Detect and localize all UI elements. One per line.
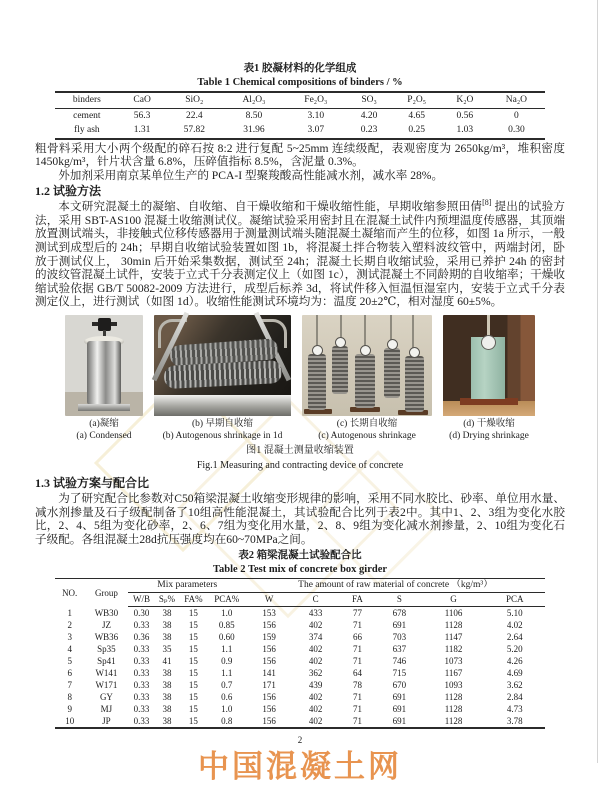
citation-ref-8: [8]: [482, 198, 492, 208]
table2-row-group: W141: [95, 667, 118, 678]
table2-row: [55, 691, 545, 703]
site-watermark-text: 中国混凝土网: [198, 749, 402, 785]
table1-cell: 1.03: [456, 125, 474, 135]
table2-cell: 15: [188, 691, 198, 702]
table2-cell: 71: [352, 643, 362, 654]
table2-cell: 715: [392, 667, 407, 678]
table2-caption-en: Table 2 Test mix of concrete box girder: [212, 563, 388, 575]
paragraph-test-methods: [35, 200, 565, 309]
table2-row-group: JP: [102, 715, 111, 726]
table2-cell: 15: [188, 619, 198, 630]
table2-cell: 156: [262, 655, 276, 666]
scan-edge-line: [597, 0, 598, 763]
table1-cell: 0.23: [360, 125, 378, 135]
table2-cell: 78: [352, 679, 362, 690]
table1-cell: 8.50: [245, 110, 263, 121]
table2-cell: 64: [352, 667, 362, 678]
table1-header-cell: SiO₂: [166, 92, 223, 108]
table2-cell: 1128: [444, 691, 463, 702]
table2-cell: 0.33: [133, 655, 150, 666]
specimen-cylinder-shape: [405, 356, 424, 412]
table2-row-group: Sp35: [97, 643, 116, 654]
table2-cell: 0.33: [133, 619, 150, 630]
table2-cell: 1.0: [221, 607, 233, 618]
table2-row: [55, 679, 545, 691]
table2-cell: 1167: [444, 667, 463, 678]
table1-header-cell: Fe₂O₃: [285, 92, 347, 108]
photo-caption-zh: (b) 早期自收缩: [192, 419, 253, 430]
table1-cell: 31.96: [243, 125, 265, 135]
table2-cell: 153: [262, 607, 276, 618]
table2-row-group: WB30: [94, 607, 119, 618]
table2-row-number: 6: [67, 667, 72, 678]
table2-header-mix-parameters: Mix parameters: [128, 579, 245, 593]
table2-subheader-cell: PCA%: [208, 593, 246, 607]
table1-cell: 56.3: [133, 110, 151, 121]
table2-row: [55, 655, 545, 667]
paragraph-coarse-aggregate: 粗骨料采用大小两个级配的碎石按 8:2 进行复配 5~25mm 连续级配，表观密度为 2650kg/m³，堆积密度 1450kg/m³，针片状含量 6.8%，压碎值指标 8.5%，含泥量 0.3%。: [35, 141, 565, 169]
table2-cell: 5.20: [506, 643, 523, 654]
table2-cell: 1128: [444, 703, 463, 714]
table2-cell: 156: [262, 715, 276, 726]
table2-cell: 439: [308, 679, 323, 690]
table2-cell: 2.64: [506, 631, 523, 642]
table1-header-cell: Al₂O₃: [223, 92, 285, 108]
table2-row: [55, 715, 545, 728]
table2-row-number: 8: [67, 691, 72, 702]
table2-cell: 156: [262, 703, 276, 714]
table1-caption-en: Table 1 Chemical compositions of binders / %: [197, 76, 403, 88]
table2-row-group: JZ: [101, 619, 111, 630]
table2-caption-zh: 表2 箱梁混凝土试验配合比: [238, 550, 362, 562]
table1-header-cell: CaO: [119, 92, 166, 108]
table2-row-group: MJ: [100, 703, 113, 714]
table1-cell: 57.82: [183, 125, 205, 135]
table2-cell: 402: [308, 655, 323, 666]
table1-header-cell: SO₃: [347, 92, 392, 108]
table2-cell: 71: [352, 703, 362, 714]
table2-cell: 15: [188, 715, 198, 726]
table2-cell: 141: [262, 667, 276, 678]
table2-cell: 2.84: [506, 691, 523, 702]
table2-cell: 4.69: [506, 667, 523, 678]
table2-cell: 0.36: [133, 631, 150, 642]
paragraph-mix-design: 为了研究配合比参数对C50箱梁混凝土收缩变形规律的影响，采用不同水胶比、砂率、单位用水量、减水剂掺量及石子级配制备了10组高性能混凝土，其试验配合比列于表2中。其中1、2、3组为变化水胶比，2、4、5组为变化砂率，2、6、7组为变化用水量，2、8、9组为变化减水剂掺量，2、10组为变化石子级配。各组混凝土28d抗压强度均在60~70MPa之间。: [35, 492, 565, 546]
table2-cell: 4.26: [506, 655, 523, 666]
paragraph-text-before-ref: 本文研究混凝土的凝缩、自收缩、自干燥收缩和干燥收缩性能，早期收缩参照田倩: [58, 200, 483, 214]
table1-cell: 4.20: [360, 110, 378, 121]
table2-header-raw-material: The amount of raw material of concrete （kg/m³）: [246, 579, 545, 593]
steel-cylinder-shape: [87, 341, 121, 405]
table2-cell: 0.33: [133, 643, 150, 654]
table2-subheader-cell: W/B: [128, 593, 154, 607]
photo-caption-en: (b) Autogenous shrinkage in 1d: [162, 431, 283, 442]
table2-cell: 15: [188, 631, 198, 642]
specimen-cylinder-shape: [332, 346, 348, 394]
table2-cell: 0.85: [218, 619, 235, 630]
photo-longterm-autogenous-device: [302, 315, 432, 416]
table2-row-number: 9: [67, 703, 72, 714]
table1-header-cell: binders: [55, 92, 119, 108]
table2-row: [55, 667, 545, 679]
figure1-caption-en: Fig.1 Measuring and contracting device of concrete: [196, 460, 404, 472]
table2-cell: 1.1: [221, 667, 233, 678]
table2-cell: 171: [262, 679, 276, 690]
table2-cell: 38: [162, 667, 172, 678]
photo-caption-en: (c) Autogenous shrinkage: [318, 431, 416, 442]
table2-row-number: 4: [67, 643, 72, 654]
table2-cell: 0.7: [221, 679, 233, 690]
table2-cell: 71: [352, 619, 362, 630]
photo-caption-en: (d) Drying shrinkage: [449, 431, 529, 442]
figure1-caption-zh: 图1 混凝土测量收缩装置: [246, 445, 354, 457]
table2-row-number: 7: [67, 679, 72, 690]
table1-header-row: [55, 92, 545, 108]
photo-caption-zh: (c) 长期自收缩: [336, 419, 398, 430]
table2-cell: 3.78: [506, 715, 523, 726]
table2-row-number: 5: [67, 655, 72, 666]
table2-cell: 402: [308, 715, 323, 726]
table2-cell: 1182: [444, 643, 463, 654]
table2-cell: 402: [308, 703, 323, 714]
table2-cell: 71: [352, 691, 362, 702]
dial-gauge-shape: [335, 337, 346, 348]
table2-cell: 703: [392, 631, 407, 642]
table2-subheader-cell: W: [246, 593, 292, 607]
table2-cell: 4.73: [506, 703, 523, 714]
specimen-cylinder-shape: [308, 354, 326, 410]
table2-cell: 0.9: [221, 655, 233, 666]
table2-cell: 691: [392, 703, 407, 714]
table2-cell: 66: [352, 631, 362, 642]
table2-cell: 71: [352, 715, 362, 726]
table2-cell: 38: [162, 715, 172, 726]
table1-cell: 3.10: [307, 110, 325, 121]
table2-subheader-cell: Sₚ%: [155, 593, 180, 607]
table2-cell: 746: [392, 655, 407, 666]
table1-cell: 4.65: [408, 110, 425, 121]
table2: [55, 578, 545, 729]
table2-cell: 77: [352, 607, 362, 618]
table2-cell: 0.33: [133, 679, 150, 690]
table2-row-group: WB36: [94, 631, 119, 642]
table2-cell: 38: [162, 631, 172, 642]
table2-cell: 670: [392, 679, 407, 690]
table2-cell: 35: [162, 643, 172, 654]
photo-caption-en: (a) Condensed: [76, 431, 132, 442]
table2-cell: 1.0: [221, 703, 233, 714]
table2-row-group: W171: [95, 679, 118, 690]
table2-cell: 433: [308, 607, 323, 618]
table2-cell: 15: [188, 607, 198, 618]
table2-subheader-cell: G: [423, 593, 485, 607]
table2-cell: 15: [188, 679, 198, 690]
table2-row-number: 2: [67, 619, 72, 630]
photo-condensed-shrinkage-device: [65, 315, 143, 416]
table2-header-no: NO.: [62, 587, 78, 598]
table2-header-group: Group: [94, 587, 118, 598]
dial-gauge-shape: [387, 339, 398, 350]
table2-subheader-cell: FA: [339, 593, 376, 607]
table1-header-cell: K₂O: [442, 92, 488, 108]
table2-cell: 0.30: [133, 607, 150, 618]
table1-header-cell: Na₂O: [488, 92, 545, 108]
table2-cell: 402: [308, 691, 323, 702]
table1-row-label: cement: [73, 110, 101, 121]
specimen-cylinder-shape: [384, 348, 400, 398]
table2-cell: 0.6: [221, 691, 233, 702]
table2-cell: 156: [262, 691, 276, 702]
table2-cell: 691: [392, 691, 407, 702]
table2-cell: 1147: [444, 631, 463, 642]
table2-cell: 15: [188, 703, 198, 714]
table2-cell: 0.33: [133, 691, 150, 702]
table2-row-group: Sp41: [97, 655, 116, 666]
table2-cell: 159: [262, 631, 276, 642]
table1-cell: 22.4: [185, 110, 203, 121]
table2-row: [55, 607, 545, 620]
table1-row: [55, 108, 545, 123]
table2-cell: 15: [188, 643, 198, 654]
table2-cell: 1128: [444, 715, 463, 726]
table2-subheader-cell: S: [376, 593, 422, 607]
page-number: 2: [297, 735, 303, 746]
table2-cell: 0.33: [133, 703, 150, 714]
photo-caption-zh: (a)凝缩: [89, 419, 119, 430]
table2-cell: 38: [162, 619, 172, 630]
table2-cell: 362: [308, 667, 323, 678]
table2-cell: 0.8: [221, 715, 233, 726]
table2-cell: 1106: [444, 607, 463, 618]
dial-gauge-shape: [360, 345, 371, 356]
table2-cell: 1093: [444, 679, 463, 690]
corrugated-tube-shape: [163, 360, 282, 389]
table2-cell: 38: [162, 679, 172, 690]
photo-drying-shrinkage-device: [443, 315, 535, 416]
table1: [55, 91, 545, 140]
dial-gauge-shape: [481, 335, 496, 350]
paragraph-text-after-ref: 提出的试验方法，采用 SBT-AS100 混凝土收缩测试仪。凝缩试验采用密封且在混凝土试件内预埋温度传感器，其顶端放置测试端头，非接触式位移传感器用于测量测试端头随混凝土凝缩而产生的位移，如图 1a 所示，一般测试到成型后的 24h；早期自收缩试验装置如图 1b，将混凝土拌合物装入塑料波纹管中，两端封闭，卧放于测试仪上， 30min 后开始采集数据，测试至 24h；混凝土长期自收缩试验，采用已养护 24h 的密封的波纹管混凝土试件，安装于立式千分表测定仪上（如图 1c），测试混凝土不同龄期的自收缩率；干燥收缩试验依据 GB/T 50082-2009 方法进行，成型后标养 3d，将试件移入恒温恒湿室内，安装于立式千分表测定仪上，进行测试（如图 1d）。收缩性能测试环境均为：温度 20±2℃，相对湿度 60±5%。: [35, 200, 565, 309]
dial-gauge-shape: [409, 347, 420, 358]
table2-cell: 5.10: [506, 607, 523, 618]
table2-cell: 4.02: [506, 619, 523, 630]
figure1-photo-strip: [35, 315, 565, 442]
table1-cell: 0.56: [456, 110, 474, 121]
table2-cell: 402: [308, 643, 323, 654]
figure1-item-b: [154, 315, 291, 442]
table2-cell: 1.1: [221, 643, 233, 654]
table2-row-group: GY: [99, 691, 113, 702]
table1-cell: 3.07: [307, 125, 325, 135]
section-heading-1-2: 1.2 试验方法: [35, 184, 102, 199]
table2-row-number: 1: [67, 607, 72, 618]
table2-subheader-cell: PCA: [485, 593, 545, 607]
specimen-cylinder-shape: [355, 354, 375, 408]
paragraph-admixture: 外加剂采用南京某单位生产的 PCA-I 型聚羧酸高性能减水剂，减水率 28%。: [58, 168, 444, 182]
table2-cell: 71: [352, 655, 362, 666]
table1-cell: 1.31: [133, 125, 151, 135]
photo-early-autogenous-device: [154, 315, 291, 416]
table2-cell: 691: [392, 715, 407, 726]
table2-cell: 38: [162, 691, 172, 702]
table2-cell: 38: [162, 703, 172, 714]
table2-row-number: 10: [65, 715, 75, 726]
table2-cell: 15: [188, 655, 198, 666]
table2-row-number: 3: [67, 631, 72, 642]
table2-cell: 3.62: [506, 679, 523, 690]
table1-cell: 0.30: [508, 125, 525, 135]
table2-cell: 156: [262, 643, 276, 654]
table2-subheader-row: [55, 593, 545, 607]
table2-cell: 402: [308, 619, 323, 630]
table2-cell: 1128: [444, 619, 463, 630]
table2-cell: 0.33: [133, 715, 150, 726]
table2-cell: 0.33: [133, 667, 150, 678]
table2-cell: 38: [162, 607, 172, 618]
table2-row: [55, 703, 545, 715]
table2-subheader-cell: C: [292, 593, 338, 607]
figure1-item-a: [65, 315, 143, 442]
table1-row: [55, 123, 545, 139]
figure1-item-d: [443, 315, 535, 442]
section-heading-1-3: 1.3 试验方案与配合比: [35, 476, 150, 491]
table2-cell: 1073: [444, 655, 463, 666]
table1-cell: 0: [514, 110, 519, 121]
table2-subheader-cell: FA%: [179, 593, 207, 607]
table2-cell: 41: [162, 655, 172, 666]
table2-row: [55, 631, 545, 643]
table2-row: [55, 643, 545, 655]
table2-row: [55, 619, 545, 631]
table2-group-header-row: [55, 579, 545, 593]
table1-row-label: fly ash: [74, 125, 100, 135]
table2-cell: 374: [308, 631, 323, 642]
figure1-item-c: [302, 315, 432, 442]
table1-header-cell: P₂O₅: [391, 92, 442, 108]
dial-gauge-shape: [312, 345, 323, 356]
table2-cell: 156: [262, 619, 276, 630]
table2-cell: 637: [392, 643, 407, 654]
table2-cell: 0.60: [218, 631, 235, 642]
table2-cell: 691: [392, 619, 407, 630]
table1-caption-zh: 表1 胶凝材料的化学组成: [243, 63, 357, 74]
table1-cell: 0.25: [408, 125, 425, 135]
table2-cell: 678: [392, 607, 407, 618]
photo-caption-zh: (d) 干燥收缩: [463, 419, 515, 430]
table2-cell: 15: [188, 667, 198, 678]
